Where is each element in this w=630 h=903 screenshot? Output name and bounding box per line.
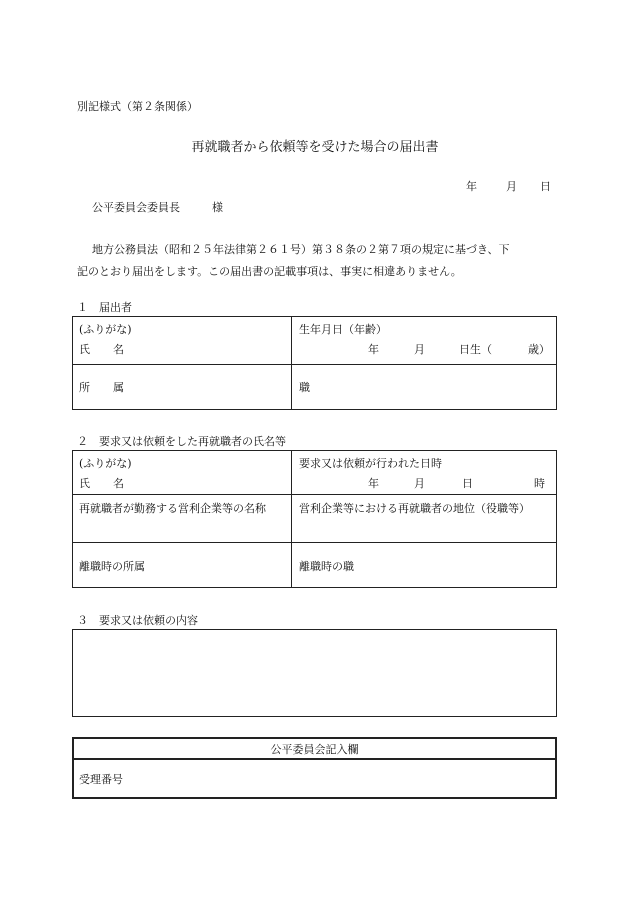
date-month-label: 月: [506, 180, 517, 193]
section2-company-position-label: 営利企業等における再就職者の地位（役職等）: [299, 502, 530, 515]
commission-header: 公平委員会記入欄: [270, 743, 359, 756]
section1-birth-age: 歳）: [528, 343, 550, 356]
section1-row-divider: [72, 364, 557, 365]
document-title: 再就職者から依頼等を受けた場合の届出書: [191, 140, 439, 155]
addressee-name: 公平委員会委員長: [92, 201, 180, 214]
section2-name-label-b: 名: [113, 477, 124, 490]
date-day-label: 日: [540, 180, 551, 193]
section2-name-label-a: 氏: [79, 477, 90, 490]
section3-heading: ３ 要求又は依頼の内容: [77, 614, 198, 627]
section2-dt-year: 年: [368, 477, 379, 490]
section1-birthdate-label: 生年月日（年齢）: [299, 323, 387, 336]
section1-name-label-a: 氏: [79, 343, 90, 356]
section1-affiliation-label-a: 所: [79, 381, 90, 394]
section1-heading: １ 届出者: [77, 301, 132, 314]
section1-post-label: 職: [299, 381, 310, 394]
section2-row-divider-1: [72, 494, 557, 495]
section1-birth-month: 月: [414, 343, 425, 356]
section2-heading: ２ 要求又は依頼をした再就職者の氏名等: [77, 435, 286, 448]
section2-former-post-label: 離職時の職: [299, 560, 354, 573]
section2-company-name-label: 再就職者が勤務する営利企業等の名称: [79, 502, 266, 515]
section2-datetime-label: 要求又は依頼が行われた日時: [299, 457, 442, 470]
section2-furigana-label: (ふりがな): [79, 457, 132, 470]
section1-furigana-label: (ふりがな): [79, 323, 132, 336]
section2-former-affiliation-label: 離職時の所属: [79, 560, 145, 573]
addressee-honorific: 様: [212, 201, 223, 214]
receipt-number-label: 受理番号: [79, 773, 123, 786]
section2-dt-month: 月: [414, 477, 425, 490]
date-year-label: 年: [466, 180, 477, 193]
section2-dt-day: 日: [462, 477, 473, 490]
intro-line-2: 記のとおり届出をします。この届出書の記載事項は、事実に相違ありません。: [77, 265, 462, 278]
form-reference: 別記様式（第２条関係）: [77, 100, 198, 113]
commission-header-divider: [72, 758, 557, 760]
section2-row-divider-2: [72, 542, 557, 543]
intro-line-1: 地方公務員法（昭和２５年法律第２６１号）第３８条の２第７項の規定に基づき、下: [92, 243, 510, 256]
section1-name-label-b: 名: [113, 343, 124, 356]
section3-content-box: [72, 629, 557, 717]
section1-birth-day: 日生（: [459, 343, 492, 356]
section1-affiliation-label-b: 属: [113, 381, 124, 394]
section1-col-divider: [291, 316, 292, 410]
section2-col-divider: [291, 450, 292, 588]
section1-birth-year: 年: [368, 343, 379, 356]
section2-dt-hour: 時: [534, 477, 545, 490]
